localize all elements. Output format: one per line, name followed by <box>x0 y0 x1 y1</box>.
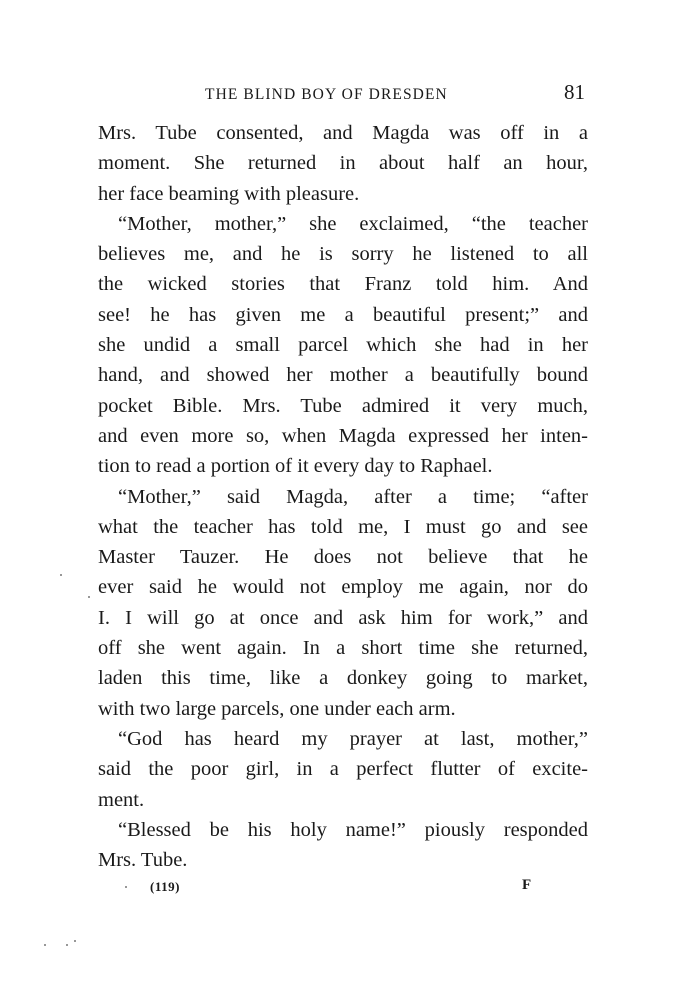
text-line: “God has heard my prayer at last, mother,” <box>118 727 588 750</box>
text-line: pocket Bible. Mrs. Tube admired it very much, <box>98 394 588 417</box>
scan-speck <box>60 574 62 576</box>
text-line: what the teacher has told me, I must go and see <box>98 515 588 538</box>
text-line: Master Tauzer. He does not believe that he <box>98 546 588 569</box>
text-line: I. I will go at once and ask him for work,” and <box>98 606 588 629</box>
text-line: and even more so, when Magda expressed her inten- <box>98 424 588 447</box>
text-line: hand, and showed her mother a beautifully bound <box>98 364 588 387</box>
text-line: ever said he would not employ me again, nor do <box>98 576 588 599</box>
text-line: Mrs. Tube consented, and Magda was off in a <box>98 122 588 144</box>
scan-speck <box>66 944 68 946</box>
scan-speck <box>125 886 127 888</box>
text-line: with two large parcels, one under each arm. <box>98 697 456 720</box>
text-line: believes me, and he is sorry he listened to all <box>98 243 588 266</box>
text-line: Mrs. Tube. <box>98 849 188 872</box>
signature-letter: F <box>522 877 532 893</box>
text-line: “Mother,” said Magda, after a time; “after <box>118 485 588 508</box>
text-line: off she went again. In a short time she returned, <box>98 637 588 660</box>
running-head: THE BLIND BOY OF DRESDEN <box>205 86 448 103</box>
page-number: 81 <box>564 80 585 104</box>
text-line: she undid a small parcel which she had in her <box>98 334 588 357</box>
scan-speck <box>88 596 90 598</box>
text-line: said the poor girl, in a perfect flutter of excite- <box>98 758 588 781</box>
text-line: tion to read a portion of it every day to Raphael. <box>98 455 493 478</box>
signature-mark: (119) <box>150 879 180 894</box>
text-line: see! he has given me a beautiful present;” and <box>98 303 588 326</box>
text-line: the wicked stories that Franz told him. And <box>98 273 588 296</box>
text-line: moment. She returned in about half an hour, <box>98 152 588 175</box>
body-text <box>98 118 588 875</box>
text-line: ment. <box>98 788 145 811</box>
text-line: her face beaming with pleasure. <box>98 182 360 205</box>
scan-speck <box>44 944 46 946</box>
text-line: “Blessed be his holy name!” piously responded <box>118 818 588 841</box>
text-line: laden this time, like a donkey going to market, <box>98 667 588 690</box>
scan-speck <box>74 940 76 942</box>
text-line: “Mother, mother,” she exclaimed, “the teacher <box>118 212 588 235</box>
